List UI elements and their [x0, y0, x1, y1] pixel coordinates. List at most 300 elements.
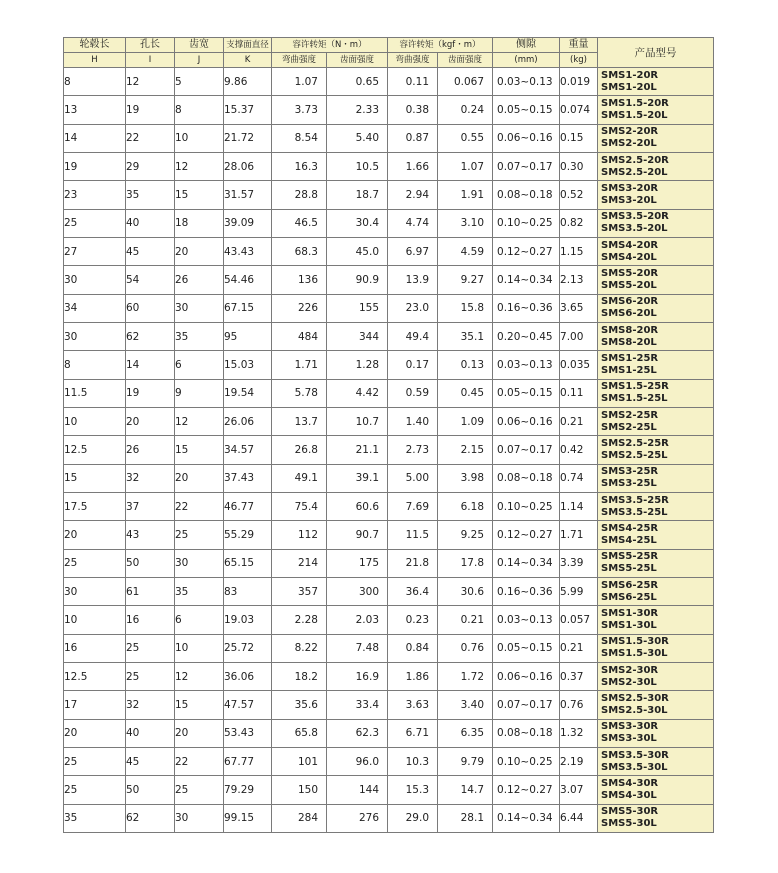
model-right: SMS2-25R	[601, 409, 659, 421]
cell-surface-kgf: 0.24	[438, 96, 493, 124]
cell-surface-kgf: 28.1	[438, 804, 493, 832]
cell-bending-nm: 3.73	[272, 96, 327, 124]
model-right: SMS1-30R	[601, 607, 659, 619]
cell-face-width: 20	[175, 464, 224, 492]
cell-face-width: 35	[175, 577, 224, 605]
cell-bending-kgf: 0.38	[388, 96, 438, 124]
cell-surface-nm: 1.28	[327, 351, 388, 379]
cell-support-diameter: 54.46	[224, 266, 272, 294]
cell-surface-kgf: 15.8	[438, 294, 493, 322]
table-row	[64, 407, 714, 435]
cell-backlash: 0.03~0.13	[493, 351, 560, 379]
cell-backlash: 0.07~0.17	[493, 436, 560, 464]
cell-support-diameter: 39.09	[224, 209, 272, 237]
cell-hub-length: 25	[64, 776, 126, 804]
cell-bore-length: 45	[126, 237, 175, 265]
cell-model	[598, 436, 714, 464]
table-row	[64, 662, 714, 690]
cell-bending-kgf: 0.23	[388, 606, 438, 634]
cell-hub-length: 20	[64, 521, 126, 549]
cell-bore-length: 32	[126, 691, 175, 719]
table-row	[64, 322, 714, 350]
cell-support-diameter: 36.06	[224, 662, 272, 690]
cell-weight: 3.07	[560, 776, 598, 804]
model-left: SMS3.5-20L	[601, 223, 668, 235]
cell-support-diameter: 43.43	[224, 237, 272, 265]
header-h-symbol: H	[64, 53, 126, 68]
cell-bore-length: 54	[126, 266, 175, 294]
cell-bore-length: 40	[126, 719, 175, 747]
cell-surface-nm: 7.48	[327, 634, 388, 662]
cell-surface-nm: 344	[327, 322, 388, 350]
model-left: SMS2-20L	[601, 138, 657, 150]
cell-support-diameter: 21.72	[224, 124, 272, 152]
model-left: SMS4-20L	[601, 251, 657, 263]
cell-face-width: 20	[175, 237, 224, 265]
cell-bending-nm: 35.6	[272, 691, 327, 719]
table-row	[64, 776, 714, 804]
cell-support-diameter: 47.57	[224, 691, 272, 719]
cell-face-width: 15	[175, 436, 224, 464]
header-weight-unit: (kg)	[560, 53, 598, 68]
cell-model	[598, 379, 714, 407]
table-row	[64, 521, 714, 549]
cell-weight: 6.44	[560, 804, 598, 832]
table-row	[64, 634, 714, 662]
cell-bore-length: 26	[126, 436, 175, 464]
model-left: SMS2-25L	[601, 421, 657, 433]
cell-bending-kgf: 11.5	[388, 521, 438, 549]
cell-support-diameter: 67.77	[224, 747, 272, 775]
model-right: SMS8-20R	[601, 324, 659, 336]
model-right: SMS3.5-30R	[601, 749, 669, 761]
model-left: SMS5-20L	[601, 279, 657, 291]
table-body	[64, 68, 714, 833]
cell-face-width: 25	[175, 776, 224, 804]
cell-weight: 0.019	[560, 68, 598, 96]
cell-bore-length: 14	[126, 351, 175, 379]
cell-hub-length: 30	[64, 322, 126, 350]
cell-face-width: 12	[175, 152, 224, 180]
header-backlash-unit: (mm)	[493, 53, 560, 68]
cell-hub-length: 19	[64, 152, 126, 180]
cell-face-width: 18	[175, 209, 224, 237]
cell-bending-nm: 18.2	[272, 662, 327, 690]
cell-weight: 2.19	[560, 747, 598, 775]
table-row	[64, 691, 714, 719]
cell-model	[598, 577, 714, 605]
cell-backlash: 0.12~0.27	[493, 521, 560, 549]
cell-bending-nm: 16.3	[272, 152, 327, 180]
cell-support-diameter: 9.86	[224, 68, 272, 96]
model-left: SMS2.5-30L	[601, 704, 668, 716]
cell-backlash: 0.10~0.25	[493, 747, 560, 775]
cell-backlash: 0.08~0.18	[493, 181, 560, 209]
cell-support-diameter: 99.15	[224, 804, 272, 832]
cell-weight: 0.21	[560, 407, 598, 435]
cell-bending-nm: 284	[272, 804, 327, 832]
cell-hub-length: 17	[64, 691, 126, 719]
cell-bending-kgf: 5.00	[388, 464, 438, 492]
cell-weight: 0.035	[560, 351, 598, 379]
cell-bending-nm: 150	[272, 776, 327, 804]
cell-face-width: 5	[175, 68, 224, 96]
model-right: SMS2.5-30R	[601, 692, 669, 704]
cell-model	[598, 181, 714, 209]
model-left: SMS5-25L	[601, 563, 657, 575]
cell-bending-kgf: 3.63	[388, 691, 438, 719]
cell-face-width: 6	[175, 606, 224, 634]
cell-hub-length: 10	[64, 407, 126, 435]
table-row	[64, 181, 714, 209]
cell-bending-nm: 2.28	[272, 606, 327, 634]
cell-hub-length: 25	[64, 747, 126, 775]
cell-face-width: 10	[175, 124, 224, 152]
table-row	[64, 464, 714, 492]
cell-weight: 3.39	[560, 549, 598, 577]
cell-face-width: 6	[175, 351, 224, 379]
cell-weight: 1.32	[560, 719, 598, 747]
cell-surface-kgf: 9.27	[438, 266, 493, 294]
cell-model	[598, 634, 714, 662]
model-right: SMS2.5-20R	[601, 154, 669, 166]
cell-bending-nm: 46.5	[272, 209, 327, 237]
table-row	[64, 577, 714, 605]
cell-face-width: 15	[175, 181, 224, 209]
cell-model	[598, 407, 714, 435]
table-row	[64, 492, 714, 520]
cell-surface-kgf: 35.1	[438, 322, 493, 350]
cell-support-diameter: 34.57	[224, 436, 272, 464]
cell-model	[598, 237, 714, 265]
header-bore-length: 孔长	[126, 38, 175, 53]
model-right: SMS3.5-20R	[601, 211, 669, 223]
cell-model	[598, 662, 714, 690]
cell-weight: 0.37	[560, 662, 598, 690]
cell-surface-nm: 10.5	[327, 152, 388, 180]
cell-surface-kgf: 17.8	[438, 549, 493, 577]
model-right: SMS1.5-25R	[601, 381, 669, 393]
cell-bore-length: 62	[126, 804, 175, 832]
model-right: SMS3.5-25R	[601, 494, 669, 506]
cell-face-width: 15	[175, 691, 224, 719]
cell-bore-length: 19	[126, 96, 175, 124]
cell-hub-length: 15	[64, 464, 126, 492]
cell-bending-nm: 68.3	[272, 237, 327, 265]
cell-bore-length: 19	[126, 379, 175, 407]
model-left: SMS1.5-25L	[601, 393, 668, 405]
cell-hub-length: 11.5	[64, 379, 126, 407]
cell-surface-nm: 276	[327, 804, 388, 832]
header-backlash: 侧隙	[493, 38, 560, 53]
cell-model	[598, 351, 714, 379]
cell-surface-kgf: 0.13	[438, 351, 493, 379]
cell-bore-length: 50	[126, 776, 175, 804]
cell-surface-kgf: 3.10	[438, 209, 493, 237]
cell-bore-length: 43	[126, 521, 175, 549]
cell-backlash: 0.05~0.15	[493, 634, 560, 662]
cell-bending-kgf: 15.3	[388, 776, 438, 804]
table-row	[64, 152, 714, 180]
model-left: SMS1.5-30L	[601, 648, 668, 660]
cell-support-diameter: 19.03	[224, 606, 272, 634]
cell-surface-nm: 90.9	[327, 266, 388, 294]
cell-bending-kgf: 1.86	[388, 662, 438, 690]
cell-surface-nm: 0.65	[327, 68, 388, 96]
model-left: SMS2.5-20L	[601, 166, 668, 178]
cell-backlash: 0.10~0.25	[493, 209, 560, 237]
model-right: SMS2-30R	[601, 664, 659, 676]
cell-model	[598, 549, 714, 577]
header-torque-kgf: 容许转矩（kgf・m）	[388, 38, 493, 53]
model-right: SMS5-25R	[601, 551, 659, 563]
cell-surface-nm: 90.7	[327, 521, 388, 549]
cell-surface-nm: 45.0	[327, 237, 388, 265]
cell-weight: 0.76	[560, 691, 598, 719]
cell-weight: 7.00	[560, 322, 598, 350]
spec-table	[63, 37, 714, 833]
cell-surface-nm: 39.1	[327, 464, 388, 492]
cell-weight: 0.074	[560, 96, 598, 124]
cell-surface-kgf: 0.21	[438, 606, 493, 634]
cell-surface-nm: 4.42	[327, 379, 388, 407]
cell-backlash: 0.06~0.16	[493, 662, 560, 690]
cell-face-width: 10	[175, 634, 224, 662]
cell-backlash: 0.03~0.13	[493, 68, 560, 96]
model-right: SMS4-30R	[601, 777, 659, 789]
header-support-diameter: 支撑面直径	[224, 38, 272, 53]
model-left: SMS6-20L	[601, 308, 657, 320]
cell-hub-length: 8	[64, 351, 126, 379]
cell-model	[598, 492, 714, 520]
cell-surface-kgf: 0.55	[438, 124, 493, 152]
cell-model	[598, 266, 714, 294]
cell-weight: 1.14	[560, 492, 598, 520]
cell-bending-nm: 357	[272, 577, 327, 605]
cell-weight: 5.99	[560, 577, 598, 605]
cell-backlash: 0.03~0.13	[493, 606, 560, 634]
table-row	[64, 606, 714, 634]
header-surface-kgf: 齿面强度	[438, 53, 493, 68]
cell-weight: 0.74	[560, 464, 598, 492]
cell-bending-kgf: 13.9	[388, 266, 438, 294]
cell-weight: 3.65	[560, 294, 598, 322]
table-row	[64, 68, 714, 96]
cell-surface-nm: 60.6	[327, 492, 388, 520]
model-left: SMS2-30L	[601, 676, 657, 688]
cell-model	[598, 152, 714, 180]
cell-bore-length: 16	[126, 606, 175, 634]
cell-bending-kgf: 0.87	[388, 124, 438, 152]
cell-model	[598, 719, 714, 747]
model-left: SMS2.5-25L	[601, 449, 668, 461]
cell-model	[598, 747, 714, 775]
cell-support-diameter: 65.15	[224, 549, 272, 577]
cell-backlash: 0.08~0.18	[493, 719, 560, 747]
cell-face-width: 30	[175, 294, 224, 322]
model-right: SMS3-20R	[601, 182, 659, 194]
model-right: SMS1-20R	[601, 69, 659, 81]
cell-surface-kgf: 0.76	[438, 634, 493, 662]
cell-surface-kgf: 3.98	[438, 464, 493, 492]
cell-surface-kgf: 0.067	[438, 68, 493, 96]
cell-weight: 0.52	[560, 181, 598, 209]
cell-bending-kgf: 29.0	[388, 804, 438, 832]
cell-model	[598, 464, 714, 492]
table-row	[64, 804, 714, 832]
cell-backlash: 0.12~0.27	[493, 776, 560, 804]
model-right: SMS1.5-30R	[601, 636, 669, 648]
cell-surface-kgf: 9.79	[438, 747, 493, 775]
cell-hub-length: 10	[64, 606, 126, 634]
model-left: SMS1-25L	[601, 364, 657, 376]
cell-model	[598, 691, 714, 719]
cell-surface-nm: 300	[327, 577, 388, 605]
model-left: SMS3.5-25L	[601, 506, 668, 518]
cell-hub-length: 25	[64, 209, 126, 237]
cell-surface-kgf: 6.35	[438, 719, 493, 747]
cell-backlash: 0.14~0.34	[493, 804, 560, 832]
table-row	[64, 96, 714, 124]
cell-bore-length: 25	[126, 634, 175, 662]
cell-support-diameter: 15.03	[224, 351, 272, 379]
cell-surface-kgf: 1.72	[438, 662, 493, 690]
cell-support-diameter: 37.43	[224, 464, 272, 492]
cell-surface-nm: 10.7	[327, 407, 388, 435]
cell-surface-kgf: 4.59	[438, 237, 493, 265]
cell-bending-nm: 28.8	[272, 181, 327, 209]
model-left: SMS1-20L	[601, 81, 657, 93]
model-right: SMS5-20R	[601, 267, 659, 279]
cell-model	[598, 68, 714, 96]
cell-bore-length: 32	[126, 464, 175, 492]
cell-surface-nm: 175	[327, 549, 388, 577]
header-surface-nm: 齿面强度	[327, 53, 388, 68]
cell-hub-length: 30	[64, 577, 126, 605]
table-row	[64, 351, 714, 379]
header-torque-nm: 容许转矩（N・m）	[272, 38, 388, 53]
model-left: SMS3-20L	[601, 194, 657, 206]
cell-surface-nm: 33.4	[327, 691, 388, 719]
cell-bending-kgf: 0.11	[388, 68, 438, 96]
cell-surface-kgf: 30.6	[438, 577, 493, 605]
table-row	[64, 124, 714, 152]
cell-bending-kgf: 1.66	[388, 152, 438, 180]
cell-surface-kgf: 14.7	[438, 776, 493, 804]
cell-weight: 0.30	[560, 152, 598, 180]
cell-backlash: 0.14~0.34	[493, 549, 560, 577]
cell-hub-length: 12.5	[64, 436, 126, 464]
cell-face-width: 30	[175, 804, 224, 832]
cell-model	[598, 322, 714, 350]
cell-hub-length: 35	[64, 804, 126, 832]
cell-surface-nm: 2.03	[327, 606, 388, 634]
cell-hub-length: 20	[64, 719, 126, 747]
cell-weight: 0.21	[560, 634, 598, 662]
cell-face-width: 26	[175, 266, 224, 294]
cell-bending-kgf: 4.74	[388, 209, 438, 237]
table-row	[64, 294, 714, 322]
cell-model	[598, 96, 714, 124]
cell-hub-length: 8	[64, 68, 126, 96]
cell-bore-length: 25	[126, 662, 175, 690]
cell-bore-length: 62	[126, 322, 175, 350]
model-right: SMS6-20R	[601, 296, 659, 308]
cell-bending-kgf: 6.97	[388, 237, 438, 265]
cell-backlash: 0.16~0.36	[493, 294, 560, 322]
cell-surface-kgf: 9.25	[438, 521, 493, 549]
cell-backlash: 0.10~0.25	[493, 492, 560, 520]
cell-bending-kgf: 7.69	[388, 492, 438, 520]
cell-face-width: 12	[175, 662, 224, 690]
model-left: SMS4-30L	[601, 789, 657, 801]
cell-bore-length: 35	[126, 181, 175, 209]
model-right: SMS4-25R	[601, 522, 659, 534]
cell-backlash: 0.05~0.15	[493, 96, 560, 124]
header-face-width: 齿宽	[175, 38, 224, 53]
cell-hub-length: 23	[64, 181, 126, 209]
cell-surface-nm: 2.33	[327, 96, 388, 124]
header-bending-kgf: 弯曲强度	[388, 53, 438, 68]
cell-surface-nm: 155	[327, 294, 388, 322]
header-hub-length: 轮毂长	[64, 38, 126, 53]
model-right: SMS2-20R	[601, 126, 659, 138]
model-left: SMS4-25L	[601, 534, 657, 546]
cell-backlash: 0.08~0.18	[493, 464, 560, 492]
cell-bore-length: 61	[126, 577, 175, 605]
cell-hub-length: 25	[64, 549, 126, 577]
cell-backlash: 0.06~0.16	[493, 407, 560, 435]
cell-bending-nm: 1.71	[272, 351, 327, 379]
cell-face-width: 35	[175, 322, 224, 350]
cell-bore-length: 22	[126, 124, 175, 152]
cell-surface-nm: 62.3	[327, 719, 388, 747]
cell-hub-length: 14	[64, 124, 126, 152]
cell-weight: 1.15	[560, 237, 598, 265]
cell-bending-kgf: 21.8	[388, 549, 438, 577]
cell-support-diameter: 53.43	[224, 719, 272, 747]
model-right: SMS4-20R	[601, 239, 659, 251]
header-model: 产品型号	[598, 38, 714, 68]
cell-surface-nm: 96.0	[327, 747, 388, 775]
cell-support-diameter: 31.57	[224, 181, 272, 209]
model-right: SMS1.5-20R	[601, 97, 669, 109]
cell-bore-length: 40	[126, 209, 175, 237]
cell-support-diameter: 46.77	[224, 492, 272, 520]
table-header	[64, 38, 714, 68]
cell-bore-length: 37	[126, 492, 175, 520]
cell-support-diameter: 19.54	[224, 379, 272, 407]
cell-surface-nm: 30.4	[327, 209, 388, 237]
table-row	[64, 237, 714, 265]
cell-support-diameter: 15.37	[224, 96, 272, 124]
header-weight: 重量	[560, 38, 598, 53]
cell-face-width: 22	[175, 747, 224, 775]
cell-face-width: 8	[175, 96, 224, 124]
cell-face-width: 12	[175, 407, 224, 435]
model-left: SMS3.5-30L	[601, 761, 668, 773]
cell-bending-nm: 112	[272, 521, 327, 549]
cell-surface-nm: 144	[327, 776, 388, 804]
table-row	[64, 719, 714, 747]
cell-weight: 0.82	[560, 209, 598, 237]
cell-bending-nm: 49.1	[272, 464, 327, 492]
cell-bending-nm: 1.07	[272, 68, 327, 96]
cell-bending-nm: 26.8	[272, 436, 327, 464]
cell-face-width: 25	[175, 521, 224, 549]
cell-bore-length: 45	[126, 747, 175, 775]
cell-model	[598, 606, 714, 634]
